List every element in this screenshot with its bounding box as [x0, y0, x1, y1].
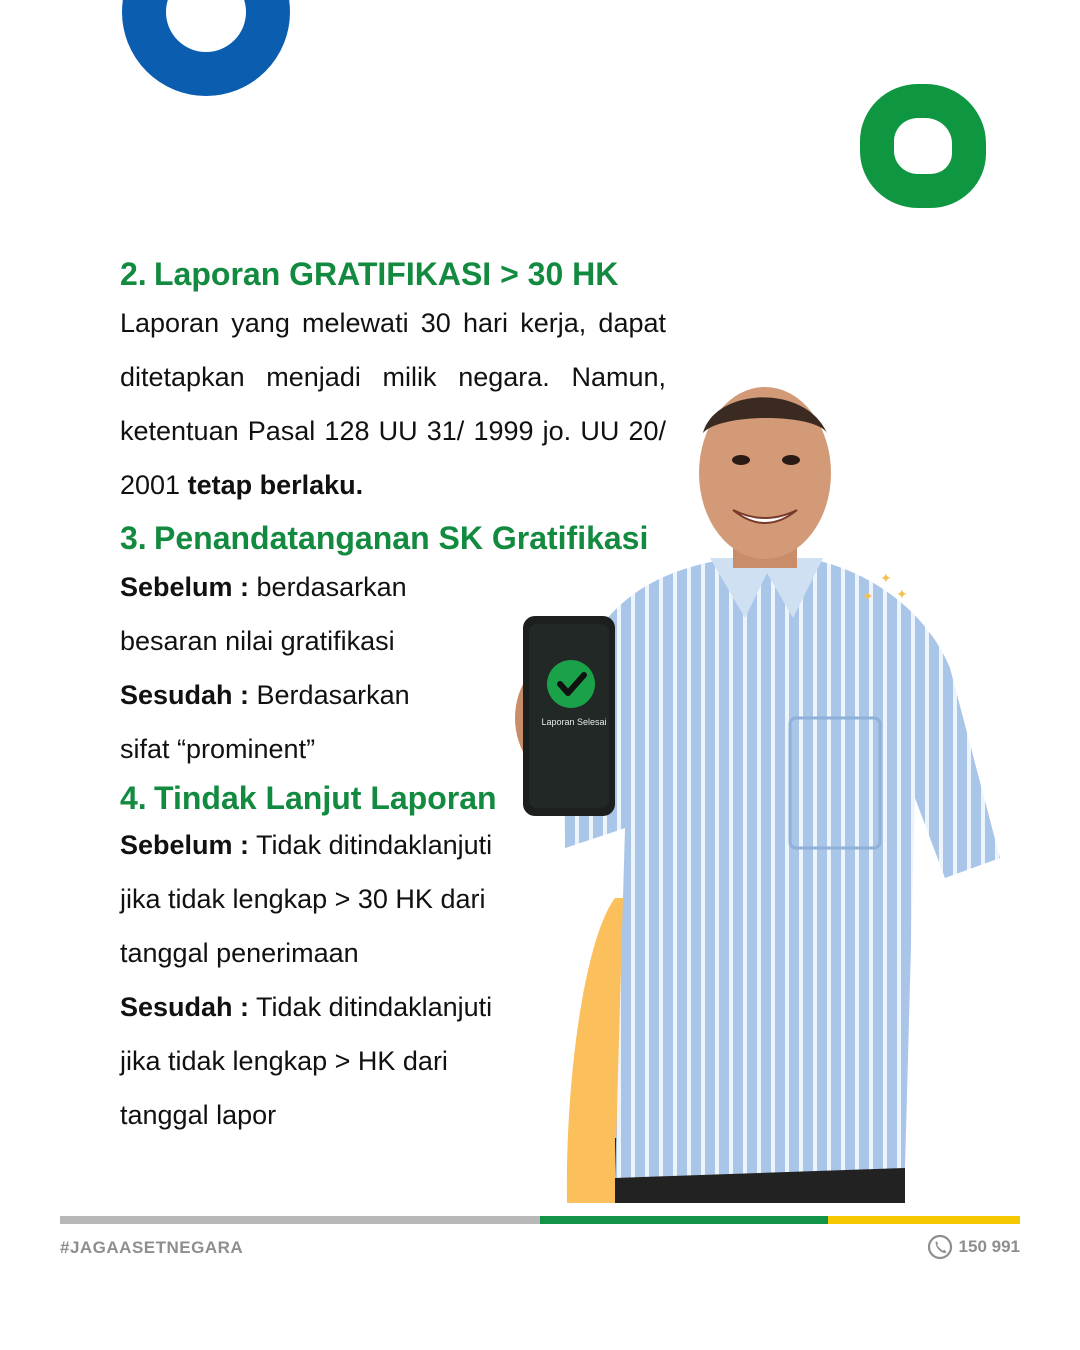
- section-4-body: [120, 818, 666, 1142]
- after-line: [120, 668, 666, 722]
- footer-bar-gray: [60, 1216, 540, 1224]
- phone-screen-label: Laporan Selesai: [541, 717, 607, 727]
- after-label: Sesudah :: [120, 992, 250, 1022]
- section-3-body: [120, 560, 666, 776]
- sparkle-icon: ✦: [880, 570, 892, 586]
- section-number: 3.: [120, 520, 147, 556]
- after-line: jika tidak lengkap > HK dari: [120, 1046, 448, 1076]
- before-line: [120, 560, 666, 614]
- section-title: Laporan GRATIFIKASI > 30 HK: [154, 256, 619, 292]
- before-line: jika tidak lengkap > 30 HK dari: [120, 884, 486, 914]
- section-4-heading: [120, 778, 666, 818]
- before-text: Tidak ditindaklanjuti: [249, 830, 493, 860]
- after-line: sifat “prominent”: [120, 734, 316, 764]
- sparkle-icon: ✦: [862, 588, 874, 604]
- after-label: Sesudah :: [120, 680, 250, 710]
- footer-bar-green: [540, 1216, 828, 1224]
- section-number: 2.: [120, 256, 147, 292]
- after-line: tanggal lapor: [120, 1100, 277, 1130]
- before-label: Sebelum :: [120, 572, 250, 602]
- after-text: Berdasarkan: [249, 680, 410, 710]
- section-number: 4.: [120, 780, 147, 816]
- section-2-body-text: Laporan yang melewati 30 hari kerja, dapat ditetapkan menjadi milik negara. Namun, ketentuan Pasal 128 UU 31/ 1999 jo. UU 20/ 2001: [120, 308, 666, 500]
- section-2-heading: [120, 254, 666, 294]
- before-label: Sebelum :: [120, 830, 250, 860]
- before-line: tanggal penerimaan: [120, 938, 359, 968]
- after-line: [120, 980, 666, 1034]
- phone-number: 150 991: [958, 1237, 1020, 1256]
- section-3-heading: [120, 518, 666, 558]
- green-ring-decoration: [860, 84, 986, 208]
- before-line: [120, 818, 666, 872]
- section-title: Penandatanganan SK Gratifikasi: [154, 520, 649, 556]
- hashtag-label: #JAGAASETNEGARA: [60, 1238, 244, 1257]
- section-title: Tindak Lanjut Laporan: [154, 780, 497, 816]
- section-2-body: [120, 296, 666, 512]
- section-2-body-bold: tetap berlaku.: [187, 470, 364, 500]
- hotline: [927, 1234, 1020, 1260]
- sparkle-icon: ✦: [896, 586, 908, 602]
- before-text: berdasarkan: [249, 572, 407, 602]
- phone-icon: [927, 1234, 953, 1260]
- after-text: Tidak ditindaklanjuti: [249, 992, 493, 1022]
- blue-ring-decoration: [122, 0, 290, 96]
- footer-bar-yellow: [828, 1216, 1020, 1224]
- main-content: [120, 254, 666, 1142]
- before-line: besaran nilai gratifikasi: [120, 626, 395, 656]
